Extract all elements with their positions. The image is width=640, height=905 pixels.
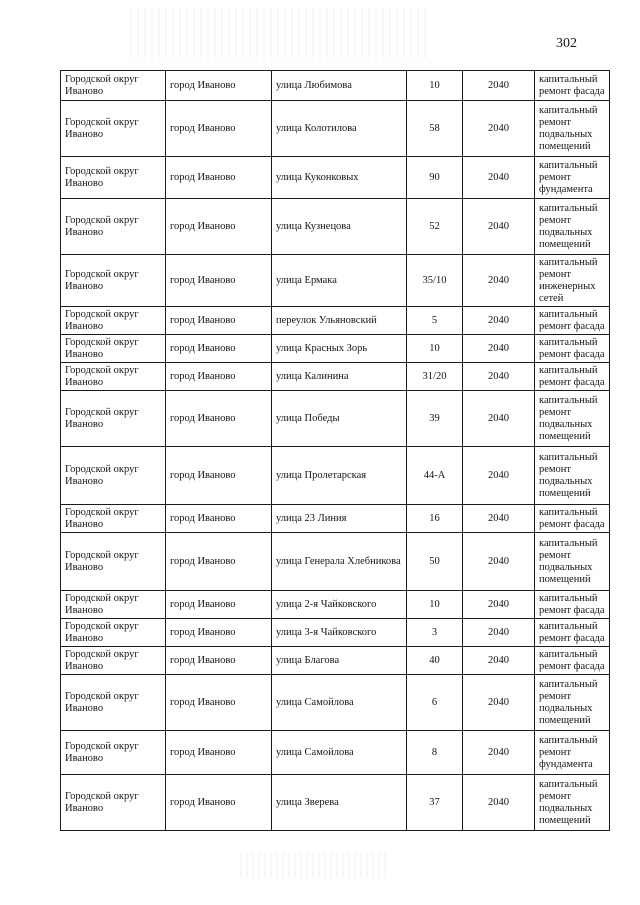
house-number-cell: 44-А bbox=[407, 447, 463, 505]
house-number-cell: 10 bbox=[407, 335, 463, 363]
table-row bbox=[61, 391, 610, 447]
street-cell: улица Куконковых bbox=[272, 157, 407, 199]
table-row bbox=[61, 533, 610, 591]
district-cell: Городской округ Иваново bbox=[61, 307, 166, 335]
street-cell: улица Любимова bbox=[272, 71, 407, 101]
house-number-cell: 3 bbox=[407, 619, 463, 647]
work-type-cell: капитальный ремонт подвальных помещений bbox=[535, 199, 610, 255]
work-type-cell: капитальный ремонт фасада bbox=[535, 591, 610, 619]
work-type-cell: капитальный ремонт фасада bbox=[535, 71, 610, 101]
district-cell: Городской округ Иваново bbox=[61, 199, 166, 255]
district-cell: Городской округ Иваново bbox=[61, 363, 166, 391]
table-row bbox=[61, 447, 610, 505]
city-cell: город Иваново bbox=[166, 619, 272, 647]
street-cell: улица 3-я Чайковского bbox=[272, 619, 407, 647]
district-cell: Городской округ Иваново bbox=[61, 391, 166, 447]
house-number-cell: 16 bbox=[407, 505, 463, 533]
district-cell: Городской округ Иваново bbox=[61, 335, 166, 363]
district-cell: Городской округ Иваново bbox=[61, 675, 166, 731]
table-row bbox=[61, 591, 610, 619]
table-row bbox=[61, 335, 610, 363]
work-type-cell: капитальный ремонт фасада bbox=[535, 505, 610, 533]
scan-artifact-top bbox=[130, 8, 430, 58]
work-type-cell: капитальный ремонт подвальных помещений bbox=[535, 101, 610, 157]
district-cell: Городской округ Иваново bbox=[61, 157, 166, 199]
house-number-cell: 50 bbox=[407, 533, 463, 591]
house-number-cell: 31/20 bbox=[407, 363, 463, 391]
table-body bbox=[61, 71, 610, 831]
work-type-cell: капитальный ремонт подвальных помещений bbox=[535, 391, 610, 447]
table-row bbox=[61, 505, 610, 533]
district-cell: Городской округ Иваново bbox=[61, 447, 166, 505]
house-number-cell: 58 bbox=[407, 101, 463, 157]
district-cell: Городской округ Иваново bbox=[61, 731, 166, 775]
house-number-cell: 10 bbox=[407, 71, 463, 101]
work-type-cell: капитальный ремонт подвальных помещений bbox=[535, 533, 610, 591]
city-cell: город Иваново bbox=[166, 591, 272, 619]
year-cell: 2040 bbox=[463, 775, 535, 831]
work-type-cell: капитальный ремонт подвальных помещений bbox=[535, 675, 610, 731]
scan-artifact-bottom bbox=[240, 852, 390, 878]
street-cell: улица Ермака bbox=[272, 255, 407, 307]
district-cell: Городской округ Иваново bbox=[61, 533, 166, 591]
table-row bbox=[61, 647, 610, 675]
city-cell: город Иваново bbox=[166, 775, 272, 831]
street-cell: улица Самойлова bbox=[272, 675, 407, 731]
city-cell: город Иваново bbox=[166, 255, 272, 307]
year-cell: 2040 bbox=[463, 619, 535, 647]
year-cell: 2040 bbox=[463, 731, 535, 775]
city-cell: город Иваново bbox=[166, 731, 272, 775]
house-number-cell: 8 bbox=[407, 731, 463, 775]
district-cell: Городской округ Иваново bbox=[61, 619, 166, 647]
year-cell: 2040 bbox=[463, 647, 535, 675]
city-cell: город Иваново bbox=[166, 157, 272, 199]
street-cell: улица Победы bbox=[272, 391, 407, 447]
city-cell: город Иваново bbox=[166, 71, 272, 101]
table-row bbox=[61, 101, 610, 157]
house-number-cell: 10 bbox=[407, 591, 463, 619]
table-row bbox=[61, 157, 610, 199]
work-type-cell: капитальный ремонт фасада bbox=[535, 307, 610, 335]
street-cell: улица Самойлова bbox=[272, 731, 407, 775]
city-cell: город Иваново bbox=[166, 505, 272, 533]
work-type-cell: капитальный ремонт подвальных помещений bbox=[535, 447, 610, 505]
work-type-cell: капитальный ремонт фундамента bbox=[535, 157, 610, 199]
work-type-cell: капитальный ремонт фасада bbox=[535, 619, 610, 647]
year-cell: 2040 bbox=[463, 199, 535, 255]
table-row bbox=[61, 199, 610, 255]
work-type-cell: капитальный ремонт фасада bbox=[535, 647, 610, 675]
district-cell: Городской округ Иваново bbox=[61, 591, 166, 619]
house-number-cell: 37 bbox=[407, 775, 463, 831]
house-number-cell: 90 bbox=[407, 157, 463, 199]
street-cell: улица Кузнецова bbox=[272, 199, 407, 255]
house-number-cell: 40 bbox=[407, 647, 463, 675]
year-cell: 2040 bbox=[463, 157, 535, 199]
street-cell: улица 23 Линия bbox=[272, 505, 407, 533]
work-type-cell: капитальный ремонт инженерных сетей bbox=[535, 255, 610, 307]
street-cell: улица Колотилова bbox=[272, 101, 407, 157]
year-cell: 2040 bbox=[463, 71, 535, 101]
house-number-cell: 6 bbox=[407, 675, 463, 731]
year-cell: 2040 bbox=[463, 533, 535, 591]
street-cell: улица Красных Зорь bbox=[272, 335, 407, 363]
house-number-cell: 5 bbox=[407, 307, 463, 335]
year-cell: 2040 bbox=[463, 335, 535, 363]
district-cell: Городской округ Иваново bbox=[61, 71, 166, 101]
table-row bbox=[61, 731, 610, 775]
city-cell: город Иваново bbox=[166, 533, 272, 591]
city-cell: город Иваново bbox=[166, 447, 272, 505]
year-cell: 2040 bbox=[463, 505, 535, 533]
city-cell: город Иваново bbox=[166, 335, 272, 363]
table-row bbox=[61, 307, 610, 335]
work-type-cell: капитальный ремонт фасада bbox=[535, 363, 610, 391]
street-cell: улица Калинина bbox=[272, 363, 407, 391]
house-number-cell: 35/10 bbox=[407, 255, 463, 307]
city-cell: город Иваново bbox=[166, 675, 272, 731]
table-row bbox=[61, 775, 610, 831]
year-cell: 2040 bbox=[463, 307, 535, 335]
city-cell: город Иваново bbox=[166, 199, 272, 255]
district-cell: Городской округ Иваново bbox=[61, 647, 166, 675]
year-cell: 2040 bbox=[463, 675, 535, 731]
district-cell: Городской округ Иваново bbox=[61, 101, 166, 157]
table-row bbox=[61, 71, 610, 101]
work-type-cell: капитальный ремонт фундамента bbox=[535, 731, 610, 775]
year-cell: 2040 bbox=[463, 447, 535, 505]
year-cell: 2040 bbox=[463, 101, 535, 157]
district-cell: Городской округ Иваново bbox=[61, 775, 166, 831]
year-cell: 2040 bbox=[463, 255, 535, 307]
house-number-cell: 52 bbox=[407, 199, 463, 255]
street-cell: улица Пролетарская bbox=[272, 447, 407, 505]
street-cell: улица Благова bbox=[272, 647, 407, 675]
street-cell: улица 2-я Чайковского bbox=[272, 591, 407, 619]
street-cell: улица Генерала Хлебникова bbox=[272, 533, 407, 591]
table-row bbox=[61, 619, 610, 647]
table-row bbox=[61, 675, 610, 731]
street-cell: переулок Ульяновский bbox=[272, 307, 407, 335]
year-cell: 2040 bbox=[463, 363, 535, 391]
work-type-cell: капитальный ремонт подвальных помещений bbox=[535, 775, 610, 831]
street-cell: улица Зверева bbox=[272, 775, 407, 831]
city-cell: город Иваново bbox=[166, 647, 272, 675]
page-number: 302 bbox=[556, 36, 577, 51]
city-cell: город Иваново bbox=[166, 363, 272, 391]
house-number-cell: 39 bbox=[407, 391, 463, 447]
year-cell: 2040 bbox=[463, 391, 535, 447]
district-cell: Городской округ Иваново bbox=[61, 255, 166, 307]
city-cell: город Иваново bbox=[166, 391, 272, 447]
city-cell: город Иваново bbox=[166, 101, 272, 157]
district-cell: Городской округ Иваново bbox=[61, 505, 166, 533]
table-row bbox=[61, 363, 610, 391]
housing-repair-table bbox=[60, 70, 610, 831]
year-cell: 2040 bbox=[463, 591, 535, 619]
table-row bbox=[61, 255, 610, 307]
city-cell: город Иваново bbox=[166, 307, 272, 335]
work-type-cell: капитальный ремонт фасада bbox=[535, 335, 610, 363]
